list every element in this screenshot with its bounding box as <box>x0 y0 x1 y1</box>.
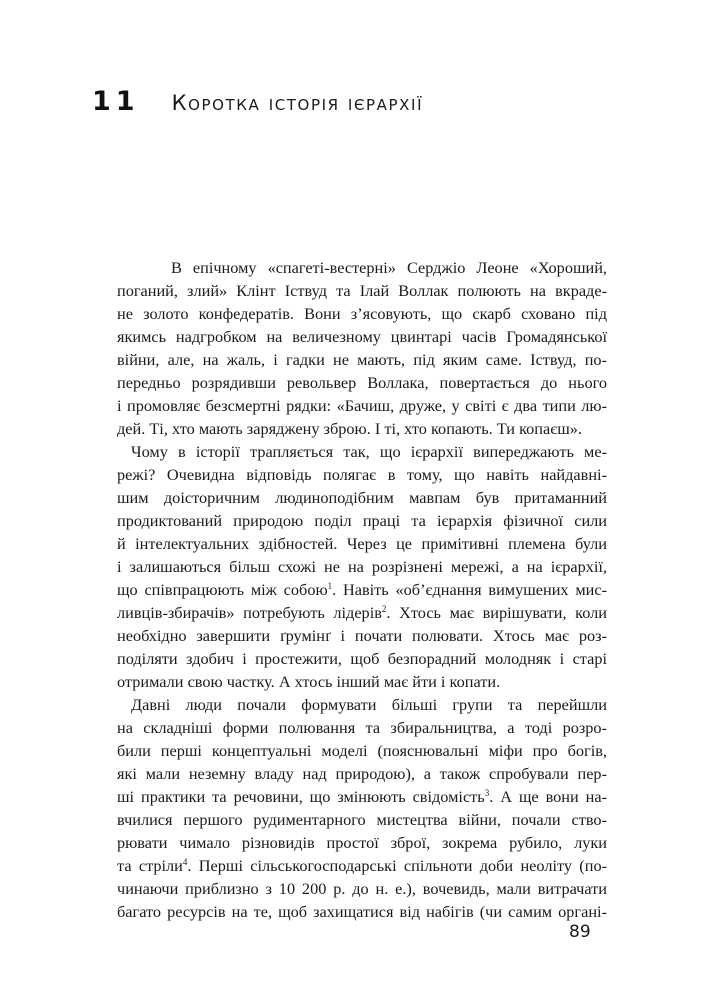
text-line: багато ресурсів на те, щоб захищатися від набігів (чи самим органі- <box>117 902 607 921</box>
text-fragment: . Хтось має вирішувати, коли <box>386 603 607 622</box>
text-fragment: ливців-збирачів» потребують лідерів <box>117 603 382 622</box>
text-fragment: та стріли <box>117 856 183 875</box>
chapter-title: Коротка історія ієрархії <box>171 91 424 115</box>
text-fragment: . А ще вони на- <box>489 787 607 806</box>
text-line: які мали неземну владу над природою), а також спробували пер- <box>117 764 607 783</box>
text-line <box>117 854 607 877</box>
text-line: передньо розрядивши револьвер Воллака, повертається до нього <box>117 373 607 392</box>
text-line <box>117 578 607 601</box>
text-line: поділяти здобич і простежити, щоб безпорадний молодняк і старі <box>117 649 607 668</box>
body-text <box>117 256 607 923</box>
text-line: Давні люди почали формувати більші групи та перейшли <box>131 695 607 714</box>
text-fragment: . Перші сільськогосподарські спільноти доби неоліту (по- <box>187 856 608 875</box>
footnote-mark: 2 <box>381 604 387 614</box>
text-fragment: що співпрацюють між собою <box>117 580 328 599</box>
text-line: якимсь надгробком на величезному цвинтарі часів Громадянської <box>117 327 607 346</box>
text-line: рювати чимало різновидів простої зброї, зокрема рубило, луки <box>117 833 607 852</box>
text-line: В епічному «спагеті-вестерні» Серджіо Леоне «Хороший, <box>171 258 607 277</box>
footnote-mark: 1 <box>327 581 333 591</box>
text-line: чинаючи приблизно з 10 200 р. до н. е.), вочевидь, мали витрачати <box>117 879 607 898</box>
text-line: продиктований природою поділ праці та ієрархія фізичної сили <box>117 511 607 530</box>
page-number: 89 <box>569 922 591 942</box>
text-line: війни, але, на жаль, і гадки не мають, під яким саме. Іствуд, по- <box>117 350 607 369</box>
text-line: не золото конфедератів. Вони з’ясовують, що скарб сховано під <box>117 304 607 323</box>
text-line: необхідно завершити ґрумінґ і почати полювати. Хтось має роз- <box>117 626 607 645</box>
chapter-number: 11 <box>92 86 140 117</box>
text-line: й інтелектуальних здібностей. Через це примітивні племена були <box>117 534 607 553</box>
chapter-heading <box>92 86 423 117</box>
text-line: поганий, злий» Клінт Іствуд та Ілай Воллак полюють на вкраде- <box>117 281 607 300</box>
text-line: і промовляє безсмертні рядки: «Бачиш, друже, у світі є два типи лю- <box>117 396 607 415</box>
text-line: Чому в історії трапляється так, що ієрархії випереджають ме- <box>131 442 607 461</box>
text-line: отримали свою частку. А хтось інший має йти і копати. <box>117 672 501 691</box>
text-line: били перші концептуальні моделі (пояснювальні міфи про богів, <box>117 741 607 760</box>
text-line: і залишаються більш схожі не на розрізнені мережі, а на ієрархії, <box>117 557 607 576</box>
text-line <box>117 785 607 808</box>
text-line: на складніші форми полювання та збиральництва, а тоді розро- <box>117 718 607 737</box>
text-line <box>117 601 607 624</box>
text-line: дей. Ті, хто мають заряджену зброю. І ті, хто копають. Ти копаєш». <box>117 419 582 438</box>
text-line: вчилися першого рудиментарного мистецтва війни, почали ство- <box>117 810 607 829</box>
text-line: шим доісторичним людиноподібним мавпам був притаманний <box>117 488 607 507</box>
text-fragment: ші практики та речовини, що змінюють свідомість <box>117 787 485 806</box>
footnote-mark: 4 <box>182 857 188 867</box>
text-line: режі? Очевидна відповідь полягає в тому, що навіть найдавні- <box>117 465 607 484</box>
text-fragment: . Навіть «об’єднання вимушених мис- <box>332 580 607 599</box>
footnote-mark: 3 <box>484 788 490 798</box>
